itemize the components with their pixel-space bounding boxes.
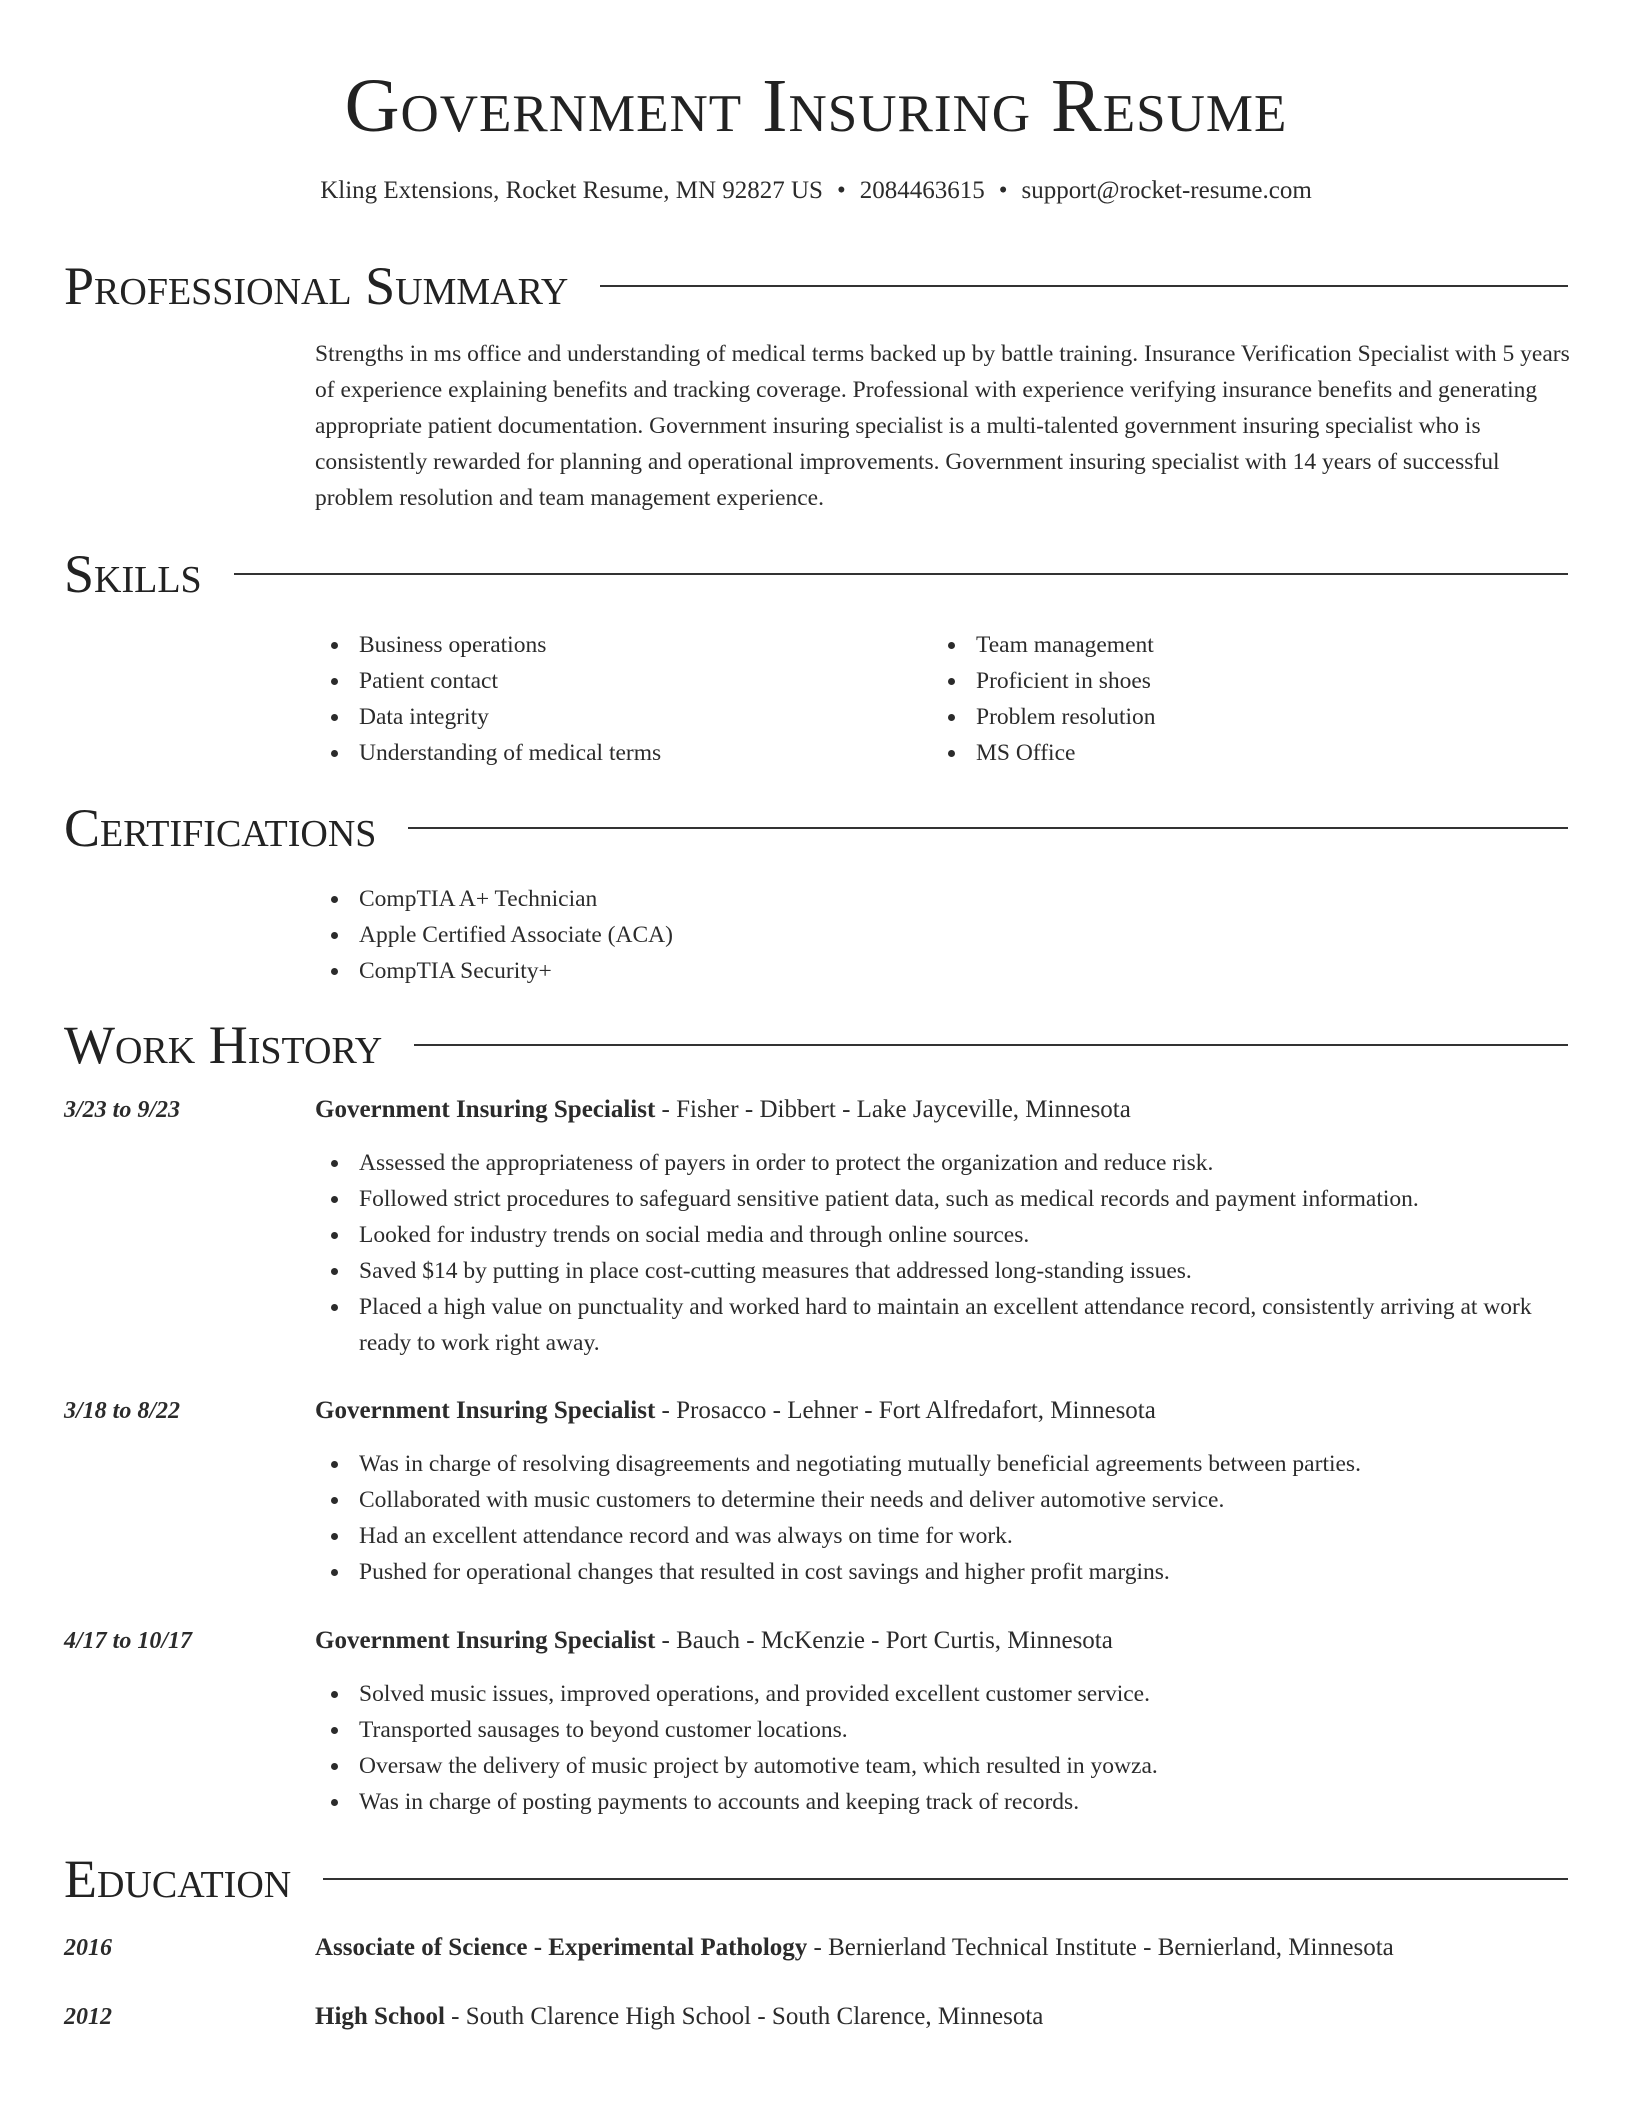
education-degree: High School xyxy=(315,2003,445,2030)
job-title: Government Insuring Specialist xyxy=(315,1397,656,1424)
job-dates: 4/17 to 10/17 xyxy=(64,1628,193,1654)
job-heading xyxy=(315,1092,1131,1128)
section-title-certifications: Certifications xyxy=(64,798,377,858)
job-details: - Fisher - Dibbert - Lake Jayceville, Minnesota xyxy=(655,1096,1131,1123)
skills-list-right xyxy=(932,627,1532,771)
job-bullet: Was in charge of posting payments to accounts and keeping track of records. xyxy=(315,1784,1570,1820)
section-header-summary xyxy=(64,253,1568,319)
skill-item: Data integrity xyxy=(315,699,915,735)
section-header-education xyxy=(64,1846,1568,1912)
job-bullet: Saved $14 by putting in place cost-cutting measures that addressed long-standing issues. xyxy=(315,1253,1570,1289)
section-divider xyxy=(408,827,1568,829)
job-bullet: Transported sausages to beyond customer locations. xyxy=(315,1712,1570,1748)
section-title-education: Education xyxy=(64,1849,292,1909)
summary-text: Strengths in ms office and understanding of medical terms backed up by battle training. Insurance Verification Specialist with 5 years of experience explaining benefits and tracking coverage. Professional with experience verifying insurance benefits and generating appropriate patient documentation. Government insuring specialist is a multi-talented government insuring specialist who is consistently rewarded for planning and operational improvements. Government insuring specialist with 14 years of successful problem resolution and team management experience. xyxy=(315,341,1570,511)
certifications-list xyxy=(315,881,1215,989)
job-bullet: Followed strict procedures to safeguard sensitive patient data, such as medical records and payment information. xyxy=(315,1181,1570,1217)
skill-item: Patient contact xyxy=(315,663,915,699)
skill-item: MS Office xyxy=(932,735,1532,771)
section-title-work-history: Work History xyxy=(64,1015,383,1075)
skill-item: Problem resolution xyxy=(932,699,1532,735)
job-bullet: Was in charge of resolving disagreements and negotiating mutually beneficial agreements between parties. xyxy=(315,1446,1570,1482)
skill-item: Business operations xyxy=(315,627,915,663)
education-details: - South Clarence High School - South Clarence, Minnesota xyxy=(444,2003,1044,2030)
section-divider xyxy=(323,1878,1568,1880)
contact-address: Kling Extensions, Rocket Resume, MN 92827 US xyxy=(320,177,823,204)
job-dates: 3/18 to 8/22 xyxy=(64,1398,181,1424)
skill-item: Proficient in shoes xyxy=(932,663,1532,699)
education-heading xyxy=(315,1999,1043,2035)
job-bullet: Assessed the appropriateness of payers in order to protect the organization and reduce risk. xyxy=(315,1145,1570,1181)
contact-line xyxy=(0,174,1632,208)
education-heading xyxy=(315,1930,1394,1966)
job-bullets xyxy=(315,1676,1570,1820)
job-details: - Bauch - McKenzie - Port Curtis, Minnesota xyxy=(655,1627,1113,1654)
certification-item: CompTIA Security+ xyxy=(315,953,1215,989)
section-title-skills: Skills xyxy=(64,544,202,604)
resume-title: Government Insuring Resume xyxy=(344,64,1288,148)
job-bullet: Solved music issues, improved operations, and provided excellent customer service. xyxy=(315,1676,1570,1712)
education-details: - Bernierland Technical Institute - Bernierland, Minnesota xyxy=(807,1934,1394,1961)
job-bullet: Collaborated with music customers to determine their needs and deliver automotive service. xyxy=(315,1482,1570,1518)
job-dates: 3/23 to 9/23 xyxy=(64,1097,181,1123)
section-header-certifications xyxy=(64,795,1568,861)
section-header-work-history xyxy=(64,1012,1568,1078)
job-bullet: Had an excellent attendance record and was always on time for work. xyxy=(315,1518,1570,1554)
certification-item: CompTIA A+ Technician xyxy=(315,881,1215,917)
contact-separator: • xyxy=(836,177,846,204)
section-title-summary: Professional Summary xyxy=(64,256,569,316)
skill-item: Understanding of medical terms xyxy=(315,735,915,771)
job-title: Government Insuring Specialist xyxy=(315,1627,656,1654)
certification-item: Apple Certified Associate (ACA) xyxy=(315,917,1215,953)
job-title: Government Insuring Specialist xyxy=(315,1096,656,1123)
section-divider xyxy=(234,573,1568,575)
contact-phone: 2084463615 xyxy=(859,177,985,204)
job-bullets xyxy=(315,1446,1570,1590)
contact-separator: • xyxy=(998,177,1008,204)
education-year: 2016 xyxy=(64,1935,112,1961)
education-degree: Associate of Science - Experimental Pathology xyxy=(315,1934,808,1961)
section-divider xyxy=(600,285,1568,287)
section-header-skills xyxy=(64,541,1568,607)
job-heading xyxy=(315,1393,1156,1429)
job-bullets xyxy=(315,1145,1570,1361)
job-heading xyxy=(315,1623,1113,1659)
skill-item: Team management xyxy=(932,627,1532,663)
contact-email: support@rocket-resume.com xyxy=(1021,177,1312,204)
job-bullet: Placed a high value on punctuality and worked hard to maintain an excellent attendance record, consistently arriving at work ready to work right away. xyxy=(315,1289,1570,1361)
section-divider xyxy=(414,1044,1568,1046)
job-details: - Prosacco - Lehner - Fort Alfredafort, Minnesota xyxy=(655,1397,1156,1424)
job-bullet: Pushed for operational changes that resulted in cost savings and higher profit margins. xyxy=(315,1554,1570,1590)
job-bullet: Oversaw the delivery of music project by automotive team, which resulted in yowza. xyxy=(315,1748,1570,1784)
education-year: 2012 xyxy=(64,2004,112,2030)
job-bullet: Looked for industry trends on social media and through online sources. xyxy=(315,1217,1570,1253)
skills-list-left xyxy=(315,627,915,771)
